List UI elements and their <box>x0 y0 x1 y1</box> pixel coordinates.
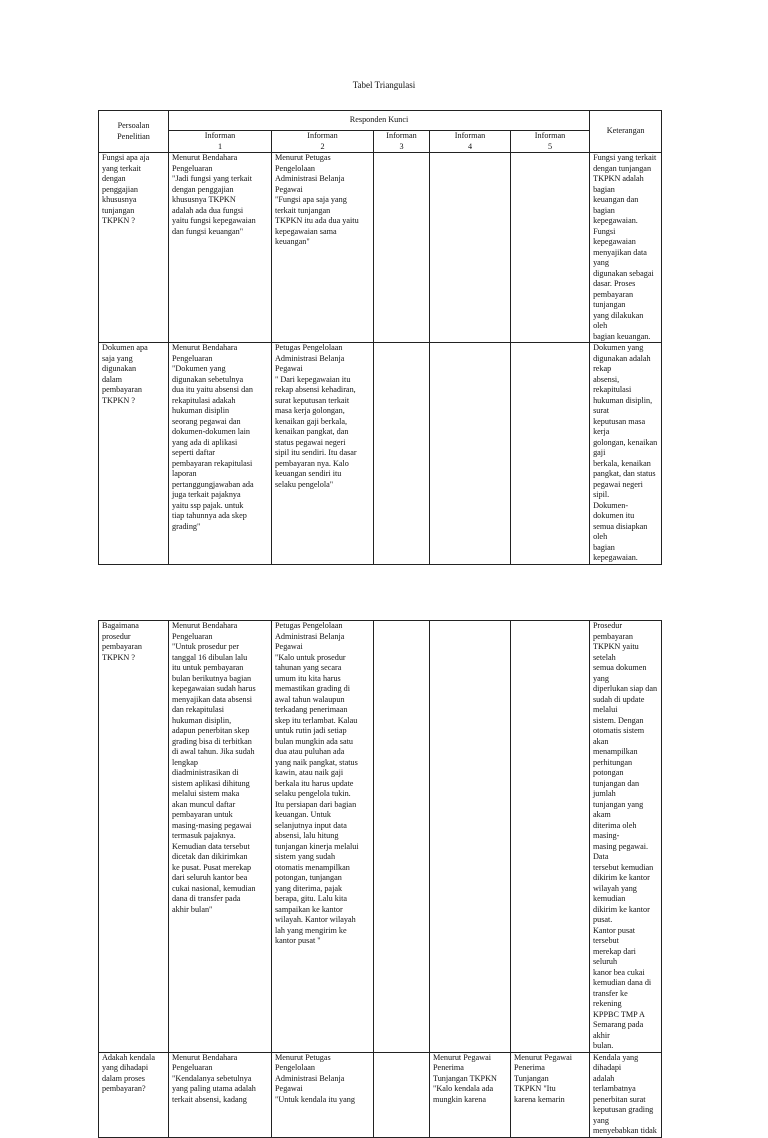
cell-informan-2: Menurut Petugas Pengelolaan Administrasi Belanja Pegawai "Untuk kendala itu yang <box>272 1052 374 1137</box>
cell-informan-3 <box>374 1052 430 1137</box>
cell-informan-1: Menurut Bendahara Pengeluaran "Untuk prosedur per tanggal 16 dibulan lalu itu untuk pembayaran bulan berikutnya bagian kepegawaian sudah harus menyajikan data absensi dan rekapitulasi hukuman disiplin, adapun penerbitan skep grading bisa di terbitkan di awal tahun. Jika sudah lengkap diadministrasikan di sistem aplikasi dihitung melalui sistem maka akan muncul daftar pembayaran untuk masing-masing pegawai termasuk pajaknya. Kemudian data tersebut dicetak dan dikirimkan ke pusat. Pusat merekap dari seluruh kantor bea cukai nasional, kemudian dana di transfer pada akhir bulan" <box>169 621 272 1053</box>
cell-keterangan: Dokumen yang digunakan adalah rekap absensi, rekapitulasi hukuman disiplin, surat keputusan masa kerja golongan, kenaikan gaji berkala, kenaikan pangkat, dan status pegawai negeri sipil. Dokumen-dokumen itu semua disiapkan oleh bagian kepegawaian. <box>590 343 662 565</box>
table-row <box>99 153 662 343</box>
cell-informan-4 <box>430 343 511 565</box>
cell-informan-2: Petugas Pengelolaan Administrasi Belanja Pegawai "Kalo untuk prosedur tahunan yang secara umum itu kita harus memastikan grading di awal tahun walaupun terkadang penerimaan skep itu terlambat. Kalau untuk rutin jadi setiap bulan mungkin ada satu dua atau puluhan ada yang naik pangkat, status kawin, atau naik gaji berkala itu harus update selaku pengelola tukin. Itu persiapan dari bagian keuangan. Untuk selanjutnya input data absensi, lalu hitung tunjangan kinerja melalui sistem yang sudah otomatis menampilkan potongan, tunjangan yang diterima, pajak berapa, gitu. Lalu kita sampaikan ke kantor wilayah. Kantor wilayah lah yang mengirim ke kantor pusat " <box>272 621 374 1053</box>
header-responden: Responden Kunci <box>169 111 590 131</box>
cell-informan-5 <box>511 153 590 343</box>
cell-informan-4: Menurut Pegawai Penerima Tunjangan TKPKN "Kalo kendala ada mungkin karena <box>430 1052 511 1137</box>
header-keterangan: Keterangan <box>590 111 662 153</box>
cell-persoalan: Bagaimana prosedur pembayaran TKPKN ? <box>99 621 169 1053</box>
header-informan-4: Informan 4 <box>430 131 511 153</box>
cell-informan-5 <box>511 621 590 1053</box>
cell-keterangan: Fungsi yang terkait dengan tunjangan TKPKN adalah bagian keuangan dan bagian kepegawaian. Fungsi kepegawaian menyajikan data yang digunakan sebagai dasar. Proses pembayaran tunjangan yang dilakukan oleh bagian keuangan. <box>590 153 662 343</box>
header-persoalan: Persoalan Penelitian <box>99 111 169 153</box>
header-informan-5: Informan 5 <box>511 131 590 153</box>
cell-informan-1: Menurut Bendahara Pengeluaran "Dokumen yang digunakan sebetulnya dua itu yaitu absensi dan rekapitulasi adakah hukuman disiplin seorang pegawai dan dokumen-dokumen lain yang ada di aplikasi seperti daftar pembayaran rekapitulasi laporan pertanggungjawaban ada juga terkait pajaknya yaitu ssp pajak. untuk tiap tahunnya ada skep grading" <box>169 343 272 565</box>
page-title: Tabel Triangulasi <box>352 80 416 90</box>
cell-informan-2: Petugas Pengelolaan Administrasi Belanja Pegawai " Dari kepegawaian itu rekap absensi kehadiran, surat keputusan terkait masa kerja golongan, kenaikan gaji berkala, kenaikan pangkat, dan status pegawai negeri sipil itu sendiri. Itu dasar pembayaran nya. Kalo keuangan sendiri itu selaku pengelola" <box>272 343 374 565</box>
cell-persoalan: Fungsi apa aja yang terkait dengan penggajian khususnya tunjangan TKPKN ? <box>99 153 169 343</box>
table-row <box>99 1052 662 1137</box>
table-row <box>99 621 662 1053</box>
cell-informan-4 <box>430 621 511 1053</box>
table-row <box>99 343 662 565</box>
header-informan-1: Informan 1 <box>169 131 272 153</box>
cell-informan-4 <box>430 153 511 343</box>
cell-informan-3 <box>374 153 430 343</box>
cell-informan-3 <box>374 343 430 565</box>
triangulation-table-top <box>98 110 662 565</box>
cell-informan-5 <box>511 343 590 565</box>
cell-informan-5: Menurut Pegawai Penerima Tunjangan TKPKN "Itu karena kemarin <box>511 1052 590 1137</box>
cell-persoalan: Dokumen apa saja yang digunakan dalam pembayaran TKPKN ? <box>99 343 169 565</box>
cell-informan-2: Menurut Petugas Pengelolaan Administrasi Belanja Pegawai "Fungsi apa saja yang terkait tunjangan TKPKN itu ada dua yaitu kepegawaian sama keuangan" <box>272 153 374 343</box>
cell-informan-3 <box>374 621 430 1053</box>
cell-persoalan: Adakah kendala yang dihadapi dalam proses pembayaran? <box>99 1052 169 1137</box>
cell-keterangan: Prosedur pembayaran TKPKN yaitu setelah semua dokumen yang diperlukan siap dan sudah di update melalui sistem. Dengan otomatis sistem akan menampilkan perhitungan potongan tunjangan dan jumlah tunjangan yang akam diterima oleh masing- masing pegawai. Data tersebut kemudian dikirim ke kantor wilayah yang kemudian dikirim ke kantor pusat. Kantor pusat tersebut merekap dari seluruh kanor bea cukai kemudian dana di transfer ke rekening KPPBC TMP A Semarang pada akhir bulan. <box>590 621 662 1053</box>
cell-informan-1: Menurut Bendahara Pengeluaran "Kendalanya sebetulnya yang paling utama adalah terkait absensi, kadang <box>169 1052 272 1137</box>
header-informan-3: Informan 3 <box>374 131 430 153</box>
cell-informan-1: Menurut Bendahara Pengeluaran "Jadi fungsi yang terkait dengan penggajian khususnya TKPKN adalah ada dua fungsi yaitu fungsi kepegawaian dan fungsi keuangan" <box>169 153 272 343</box>
triangulation-table-bottom <box>98 620 662 1138</box>
header-informan-2: Informan 2 <box>272 131 374 153</box>
cell-keterangan: Kendala yang dihadapi adalah terlambatnya penerbitan surat keputusan grading yang menyebabkan tidak <box>590 1052 662 1137</box>
